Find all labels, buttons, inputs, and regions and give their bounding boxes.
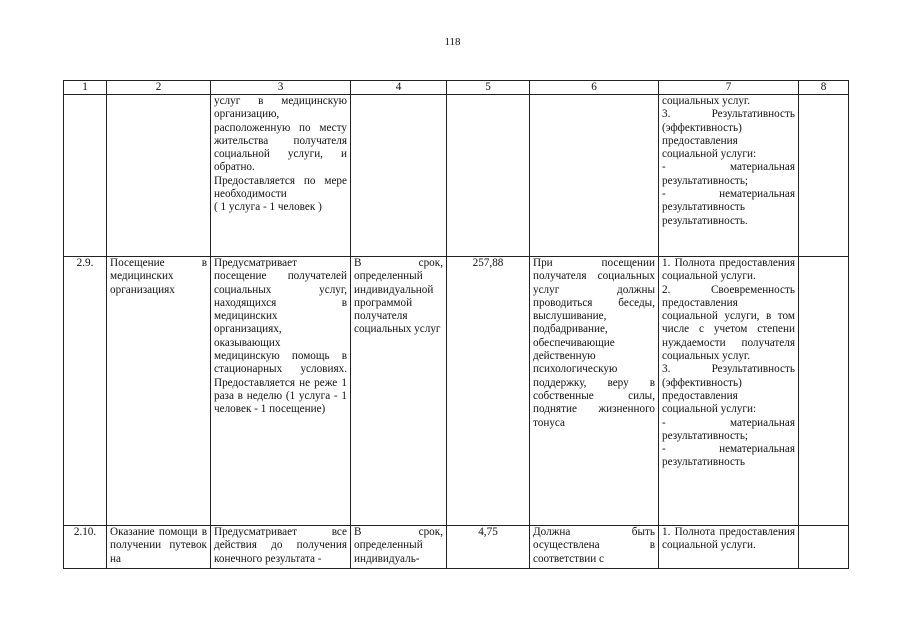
column-number: 6	[530, 81, 659, 95]
service-term: В срок, определенный индивидуаль-	[351, 526, 447, 569]
service-notes	[799, 526, 849, 569]
row-number: 2.10.	[64, 526, 107, 569]
service-name: Посещение в медицинских организациях	[107, 257, 211, 526]
column-number: 2	[107, 81, 211, 95]
service-description: Предусматривает все действия до получения конечного результата -	[211, 526, 351, 569]
column-number-row	[64, 81, 849, 95]
column-number: 8	[799, 81, 849, 95]
service-conditions: Должна быть осуществлена в соответствии с	[530, 526, 659, 569]
service-description: Предусматривает посещение получателей социальных услуг, находящихся в медицинских организациях, оказывающих медицинскую помощь в стационарных условиях. Предоставляется не реже 1 раза в неделю (1 услуга - 1 человек - 1 посещение)	[211, 257, 351, 526]
service-indicators: 1. Полнота предоставления социальной услуги. 2. Своевременность предоставления социальной услуги, в том числе с учетом степени нуждаемости получателя социальных услуг. 3. Результативность (эффективность) предоставления социальной услуги: - материальная результативность; - нематериальная результативность	[659, 257, 799, 526]
service-term	[351, 95, 447, 257]
column-number: 7	[659, 81, 799, 95]
service-rate	[447, 95, 530, 257]
service-indicators: социальных услуг. 3. Результативность (эффективность) предоставления социальной услуги: - материальная результативность; - нематериальная результативность результативность.	[659, 95, 799, 257]
page-number: 118	[444, 36, 461, 48]
service-rate: 257,88	[447, 257, 530, 526]
column-number: 1	[64, 81, 107, 95]
service-conditions	[530, 95, 659, 257]
service-description: услуг в медицинскую организацию, расположенную по месту жительства получателя социальной услуги, и обратно. Предоставляется по мере необходимости ( 1 услуга - 1 человек )	[211, 95, 351, 257]
service-term: В срок, определенный индивидуальной программой получателя социальных услуг	[351, 257, 447, 526]
column-number: 3	[211, 81, 351, 95]
row-number: 2.9.	[64, 257, 107, 526]
row-number	[64, 95, 107, 257]
service-notes	[799, 257, 849, 526]
service-notes	[799, 95, 849, 257]
service-rate: 4,75	[447, 526, 530, 569]
table-row	[64, 257, 849, 526]
service-name: Оказание помощи в получении путевок на	[107, 526, 211, 569]
service-conditions: При посещении получателя социальных услуг должны проводиться беседы, выслушивание, подбадривание, обеспечивающие действенную психологическую поддержку, веру в собственные силы, поднятие жизненного тонуса	[530, 257, 659, 526]
service-name	[107, 95, 211, 257]
services-table	[63, 80, 849, 569]
table-row	[64, 526, 849, 569]
service-indicators: 1. Полнота предоставления социальной услуги.	[659, 526, 799, 569]
column-number: 4	[351, 81, 447, 95]
table-row	[64, 95, 849, 257]
column-number: 5	[447, 81, 530, 95]
